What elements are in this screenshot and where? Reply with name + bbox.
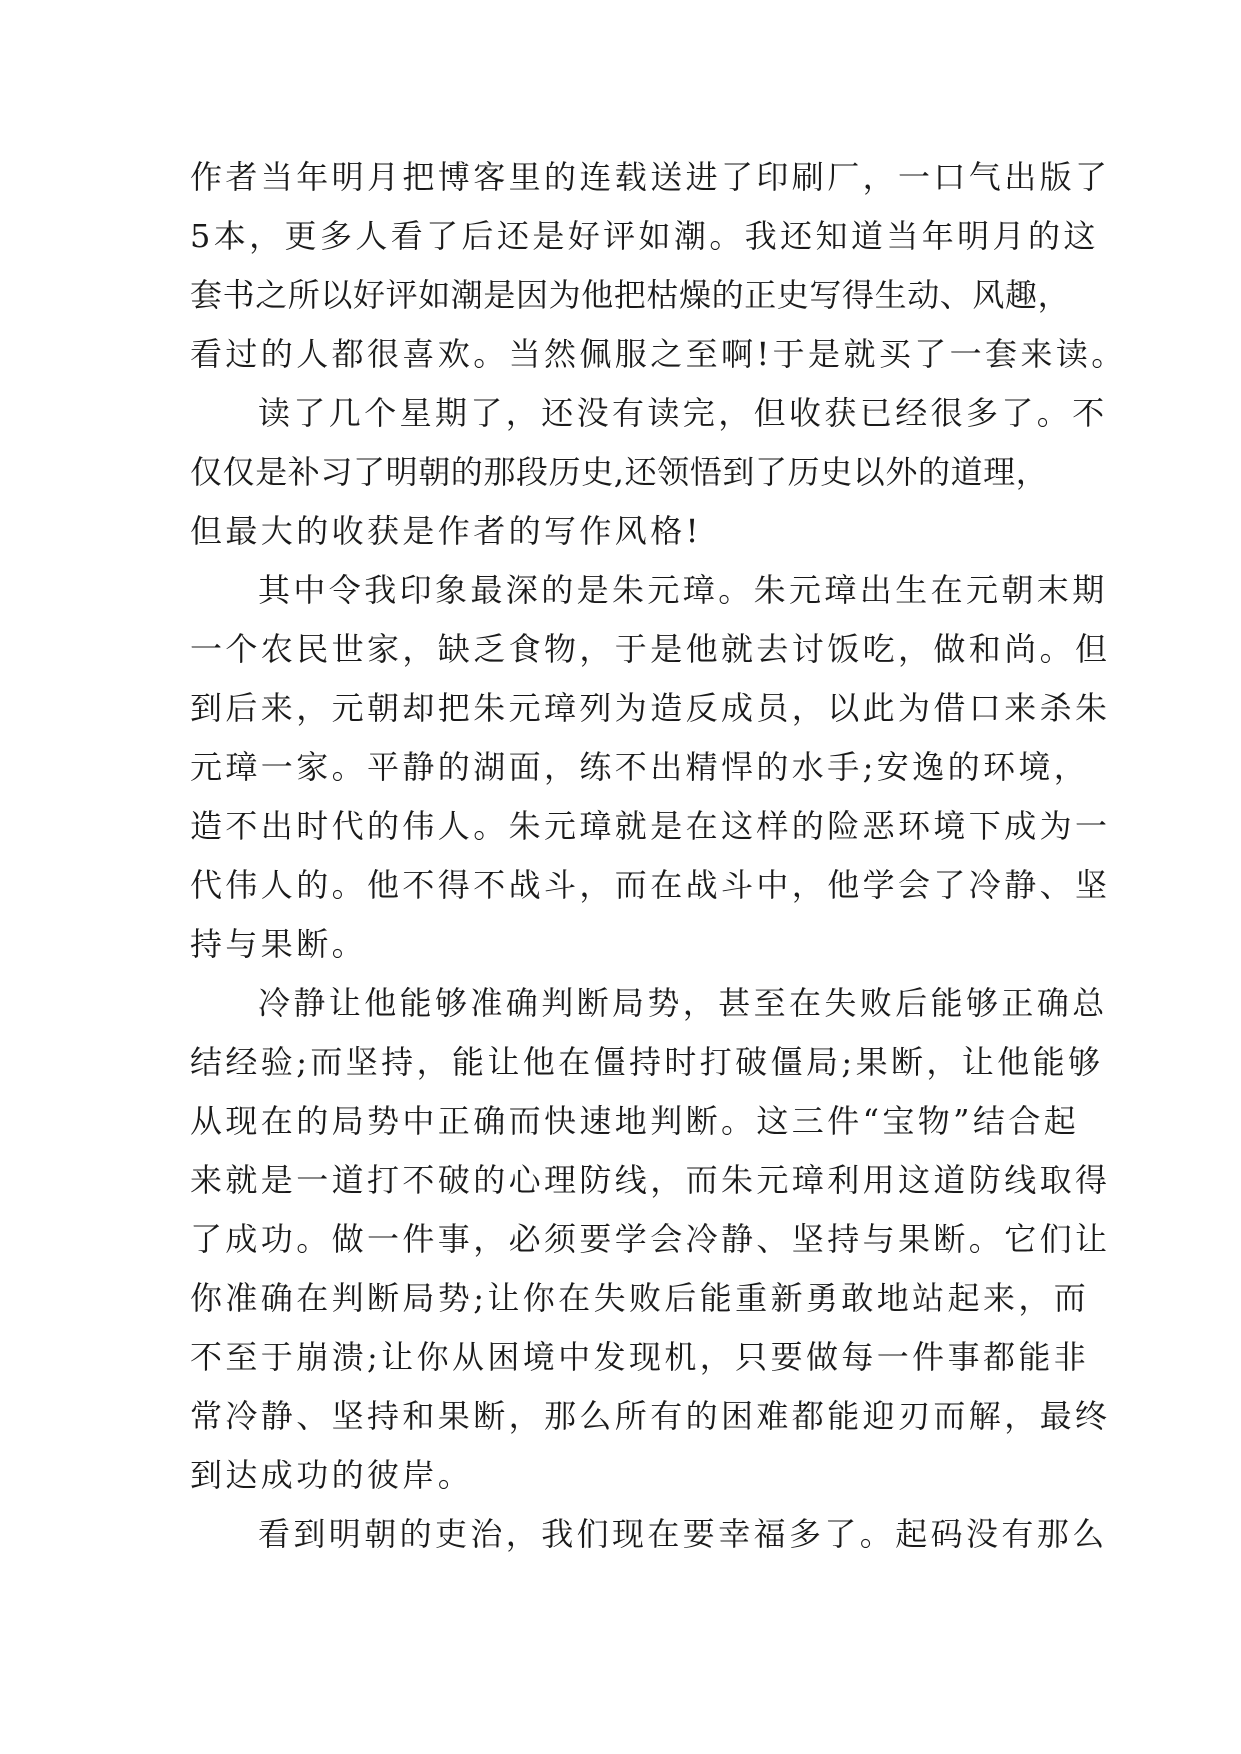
text-line: 仅仅是补习了明朝的那段历史,还领悟到了历史以外的道理， (190, 453, 1049, 491)
paragraph-start-line: 其中令我印象最深的是朱元璋。朱元璋出生在元朝末期 (258, 571, 1108, 609)
paragraph-start-line: 冷静让他能够准确判断局势，甚至在失败后能够正确总 (258, 984, 1108, 1022)
text-line: 了成功。做一件事，必须要学会冷静、坚持与果断。它们让 (190, 1220, 1111, 1258)
text-line: 造不出时代的伟人。朱元璋就是在这样的险恶环境下成为一 (190, 807, 1111, 845)
text-line: 作者当年明月把博客里的连载送进了印刷厂，一口气出版了 (190, 158, 1111, 196)
text-line: 不至于崩溃;让你从困境中发现机，只要做每一件事都能非 (190, 1338, 1090, 1376)
text-line: 5本，更多人看了后还是好评如潮。我还知道当年明月的这 (190, 217, 1099, 255)
text-line: 来就是一道打不破的心理防线，而朱元璋利用这道防线取得 (190, 1161, 1111, 1199)
paragraph-start-line: 看到明朝的吏治，我们现在要幸福多了。起码没有那么 (258, 1515, 1108, 1553)
text-line: 常冷静、坚持和果断，那么所有的困难都能迎刃而解，最终 (190, 1397, 1111, 1435)
text-line: 元璋一家。平静的湖面，练不出精悍的水手;安逸的环境， (190, 748, 1090, 786)
text-line: 一个农民世家，缺乏食物，于是他就去讨饭吃，做和尚。但 (190, 630, 1111, 668)
text-line: 代伟人的。他不得不战斗，而在战斗中，他学会了冷静、坚 (190, 866, 1111, 904)
text-line: 套书之所以好评如潮是因为他把枯燥的正史写得生动、风趣， (190, 276, 1071, 314)
text-line: 但最大的收获是作者的写作风格! (190, 512, 702, 550)
text-line: 从现在的局势中正确而快速地判断。这三件“宝物”结合起 (190, 1102, 1080, 1140)
text-line: 结经验;而坚持，能让他在僵持时打破僵局;果断，让他能够 (190, 1043, 1104, 1081)
text-line: 到后来，元朝却把朱元璋列为造反成员，以此为借口来杀朱 (190, 689, 1111, 727)
body-text (190, 148, 1127, 1564)
text-line: 到达成功的彼岸。 (190, 1456, 474, 1494)
paragraph-start-line: 读了几个星期了，还没有读完，但收获已经很多了。不 (258, 394, 1108, 432)
text-line: 看过的人都很喜欢。当然佩服之至啊!于是就买了一套来读。 (190, 335, 1127, 373)
text-line: 持与果断。 (190, 925, 368, 963)
text-line: 你准确在判断局势;让你在失败后能重新勇敢地站起来，而 (190, 1279, 1090, 1317)
